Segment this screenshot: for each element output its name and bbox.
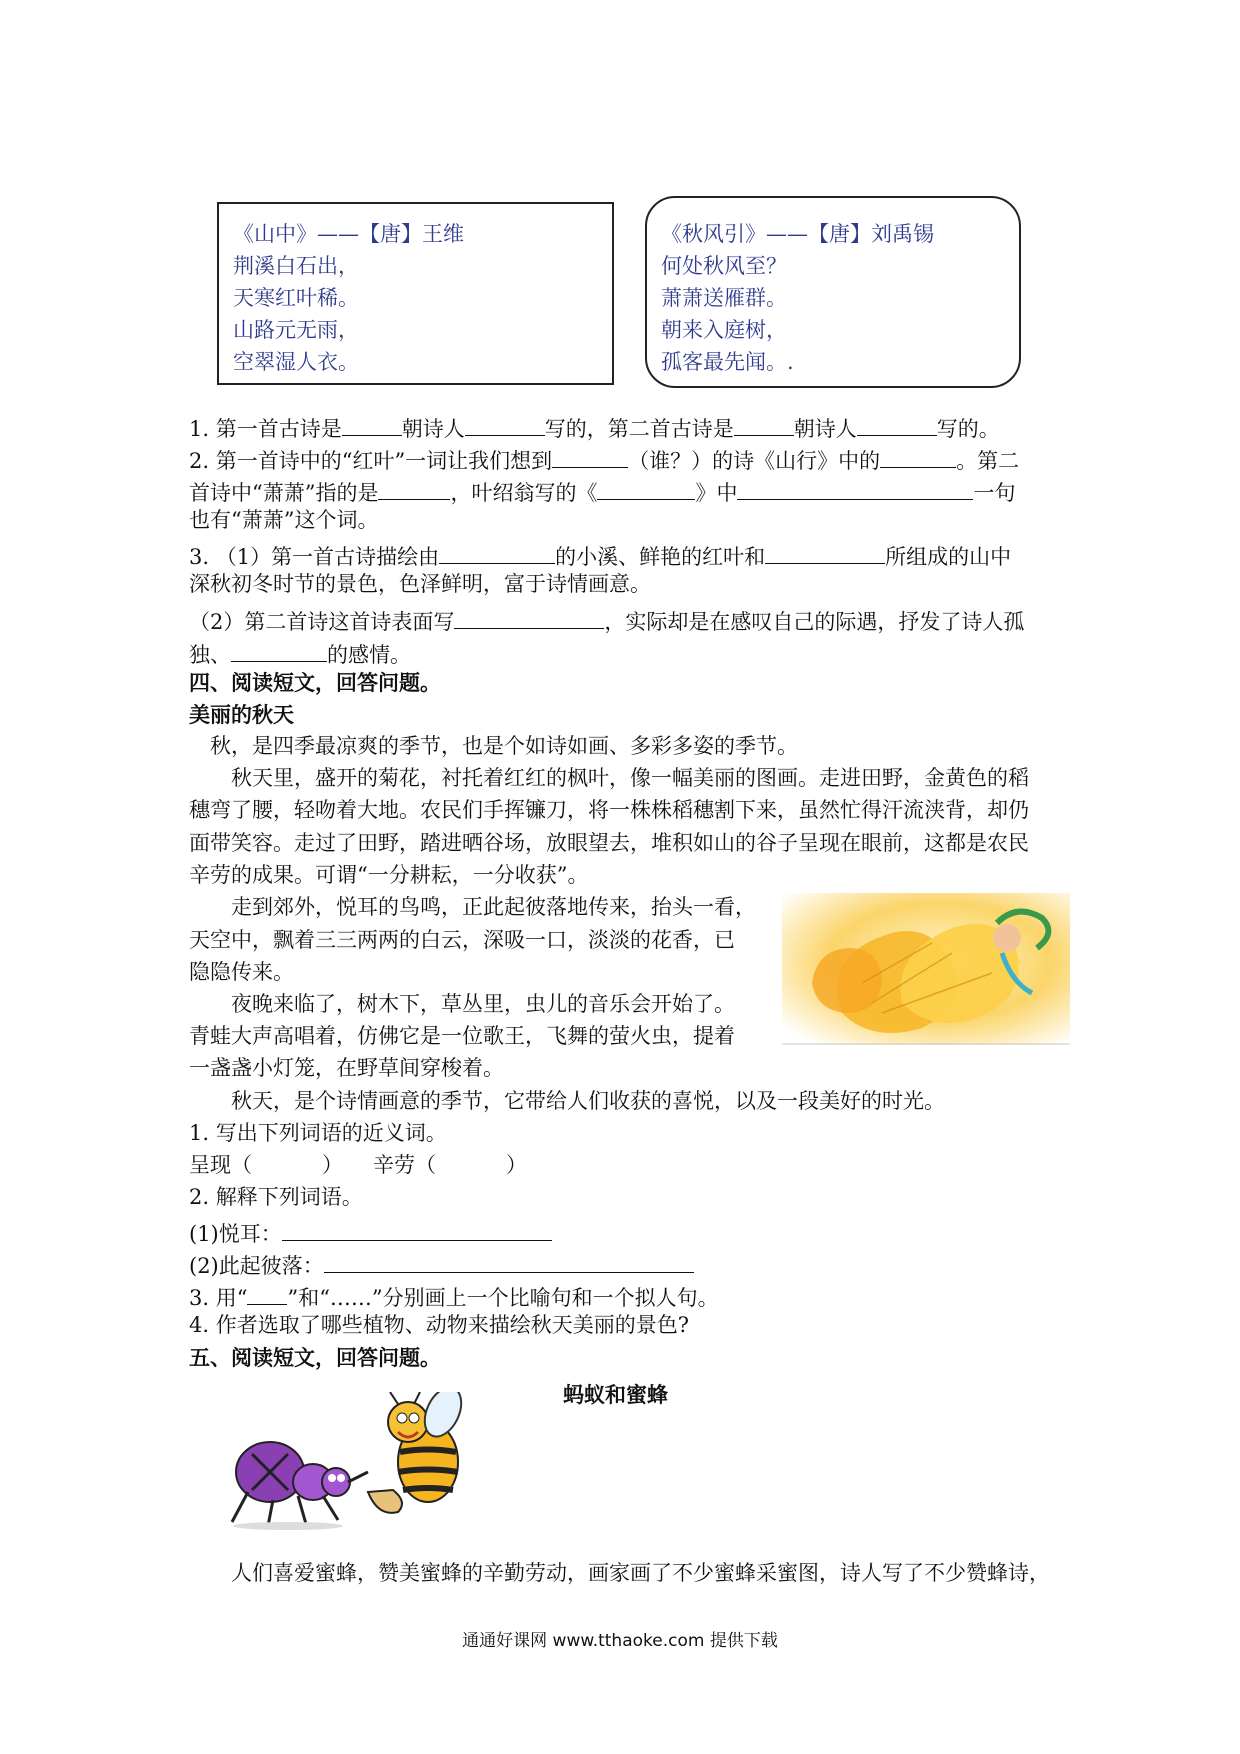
passage-paragraph: 面带笑容。走过了田野，踏进晒谷场，放眼望去，堆积如山的谷子呈现在眼前，这都是农民 [189,831,1029,855]
passage-paragraph: 秋，是四季最凉爽的季节，也是个如诗如画、多彩多姿的季节。 [210,734,798,758]
blank[interactable] [454,607,604,629]
sub-question-1-items: 呈现（ ） 辛劳（ ） [189,1153,527,1177]
passage-paragraph: 人们喜爱蜜蜂，赞美蜜蜂的辛勤劳动，画家画了不少蜜蜂采蜜图，诗人写了不少赞蜂诗， [231,1561,1050,1585]
blank[interactable] [439,542,555,564]
blank[interactable] [552,446,628,468]
passage-paragraph: 穗弯了腰，轻吻着大地。农民们手挥镰刀，将一株株稻穗割下来，虽然忙得汗流浃背，却仍 [189,798,1029,822]
poem-title: 《山中》——【唐】王维 [233,222,464,246]
question-3-line-3: （2）第二首诗这首诗表面写 ，实际却是在感叹自己的际遇，抒发了诗人孤 [189,607,1024,633]
sub-question-2-a: (1)悦耳： [189,1219,552,1245]
blank[interactable] [342,414,402,436]
autumn-leaf-illustration [782,893,1070,1045]
passage-paragraph: 一盏盏小灯笼，在野草间穿梭着。 [189,1056,504,1080]
sub-question-2-b: (2)此起彼落： [189,1251,694,1277]
passage-title: 美丽的秋天 [189,702,294,727]
blank[interactable] [737,478,973,500]
passage-title: 蚂蚁和蜜蜂 [563,1382,668,1407]
poem-line: 萧萧送雁群。 [661,286,787,310]
blank[interactable] [282,1219,552,1241]
passage-paragraph: 秋天里，盛开的菊花，衬托着红红的枫叶，像一幅美丽的图画。走进田野，金黄色的稻 [231,766,1029,790]
blank[interactable] [324,1251,694,1273]
question-3-line-4: 独、 的感情。 [189,640,411,666]
blank[interactable] [465,414,545,436]
sub-question-2: 2. 解释下列词语。 [189,1185,363,1209]
poem-line: 荆溪白石出， [233,254,359,278]
sub-question-4: 4. 作者选取了哪些植物、动物来描绘秋天美丽的景色? [189,1313,689,1337]
poem-box-shanzhong [217,202,614,385]
question-2-line-1: 2. 第一首诗中的“红叶”一词让我们想到 （谁？）的诗《山行》中的 。第二 [189,446,1019,472]
question-2-line-2: 首诗中“萧萧”指的是 ，叶绍翁写的《 》中 一句 [189,478,1015,504]
blank[interactable] [378,478,450,500]
passage-paragraph: 夜晚来临了，树木下，草丛里，虫儿的音乐会开始了。 [231,992,735,1016]
poem-line: 朝来入庭树， [661,318,787,342]
blank[interactable] [231,640,327,662]
passage-paragraph: 隐隐传来。 [189,960,294,984]
poem-line: 天寒红叶稀。 [233,286,359,310]
poem-line: 孤客最先闻。. [661,350,794,374]
question-3-line-1: 3. （1）第一首古诗描绘由 的小溪、鲜艳的红叶和 所组成的山中 [189,542,1011,568]
sub-question-3: 3. 用“ ”和“……”分别画上一个比喻句和一个拟人句。 [189,1283,719,1309]
blank[interactable] [734,414,794,436]
blank[interactable] [857,414,937,436]
question-2-line-3: 也有“萧萧”这个词。 [189,508,379,532]
question-3-line-2: 深秋初冬时节的景色，色泽鲜明，富于诗情画意。 [189,572,651,596]
passage-paragraph: 辛劳的成果。可谓“一分耕耘，一分收获”。 [189,863,589,887]
sub-question-1: 1. 写出下列词语的近义词。 [189,1121,447,1145]
poem-line: 空翠湿人衣。 [233,350,359,374]
passage-paragraph: 青蛙大声高唱着，仿佛它是一位歌王，飞舞的萤火虫，提着 [189,1024,735,1048]
passage-paragraph: 天空中，飘着三三两两的白云，深吸一口，淡淡的花香，已 [189,928,735,952]
poem-line: 山路元无雨， [233,318,359,342]
passage-paragraph: 走到郊外，悦耳的鸟鸣，正此起彼落地传来，抬头一看， [231,895,756,919]
underline-symbol [247,1283,287,1305]
blank[interactable] [880,446,956,468]
question-1: 1. 第一首古诗是 朝诗人 写的，第二首古诗是 朝诗人 写的。 [189,414,1000,440]
footer: 通通好课网 www.tthaoke.com 提供下载 [462,1631,778,1651]
poem-box-qiufengyin [645,196,1021,388]
poem-line: 何处秋风至？ [661,254,787,278]
ant-and-bee-illustration [228,1392,484,1532]
passage-paragraph: 秋天，是个诗情画意的季节，它带给人们收获的喜悦，以及一段美好的时光。 [231,1089,945,1113]
blank[interactable] [597,478,695,500]
section-5-heading: 五、阅读短文，回答问题。 [189,1345,441,1370]
blank[interactable] [765,542,885,564]
section-4-heading: 四、阅读短文，回答问题。 [189,670,441,695]
poem-title: 《秋风引》——【唐】刘禹锡 [661,222,934,246]
